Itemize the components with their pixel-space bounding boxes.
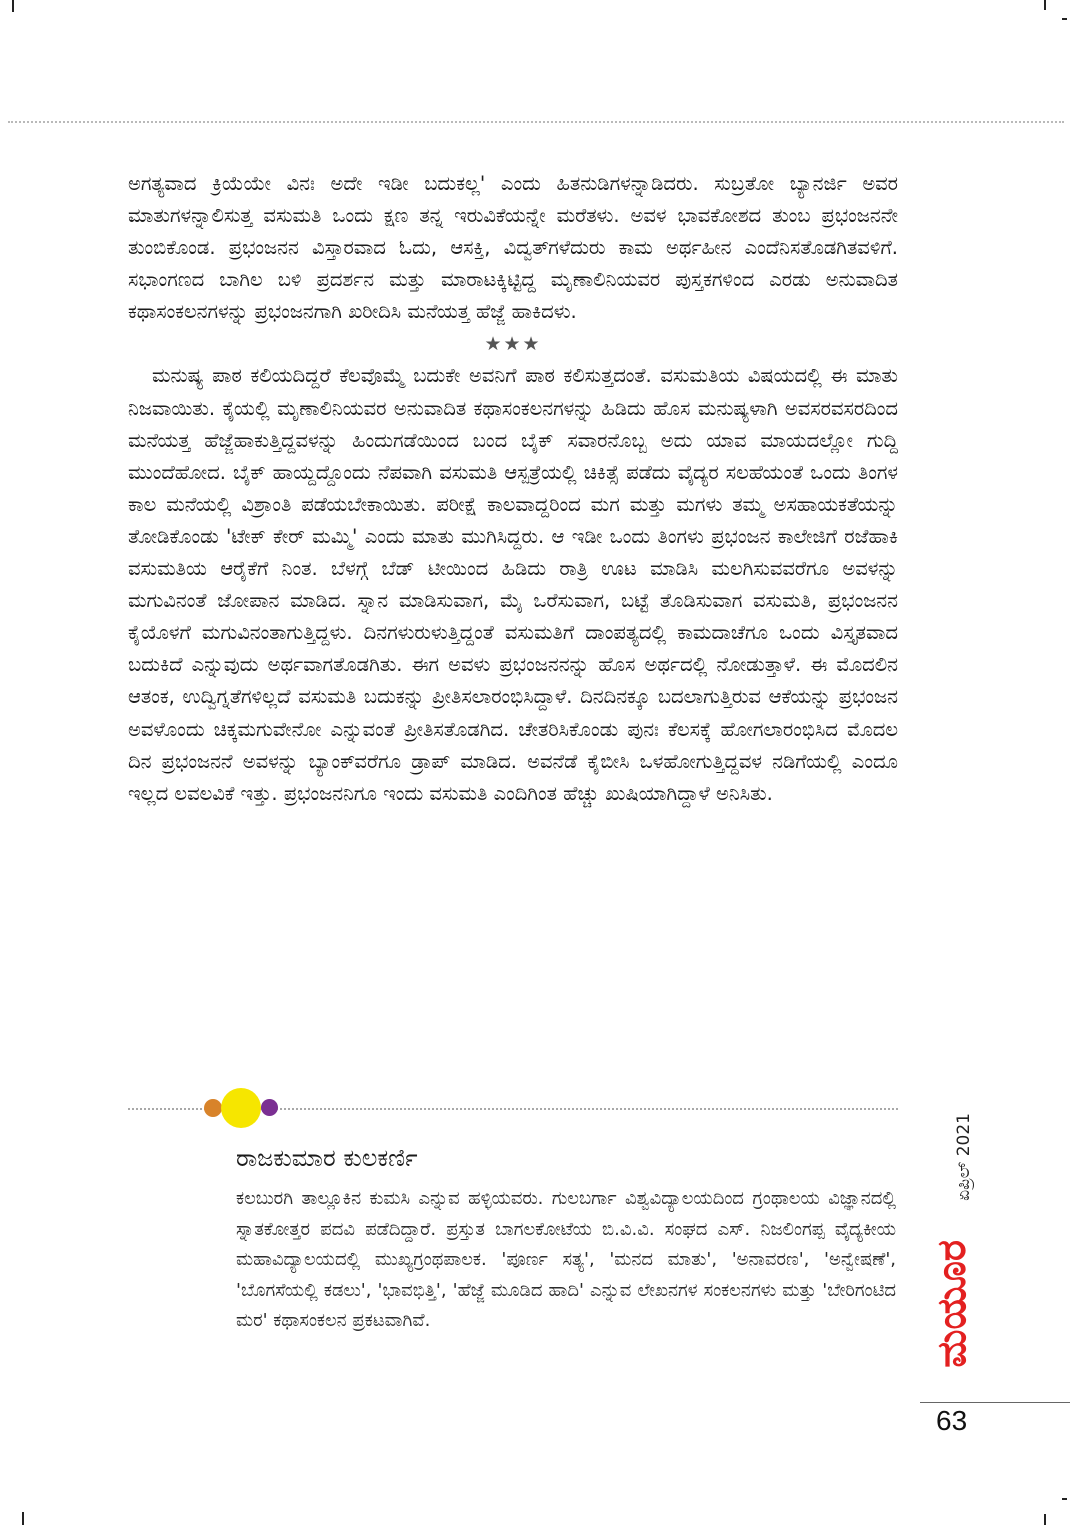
issue-date: ಏಪ್ರಿಲ್ 2021 (954, 1113, 974, 1201)
article-paragraph-1: ಅಗತ್ಯವಾದ ಕ್ರಿಯೆಯೇ ವಿನಃ ಅದೇ ಇಡೀ ಬದುಕಲ್ಲ' ಎಂದು ಹಿತನುಡಿಗಳನ್ನಾಡಿದರು. ಸುಬ್ರತೋ ಬ್ಯಾನರ್ಜಿ ಅವರ ಮಾತುಗಳನ್ನಾಲಿಸುತ್ತ ವಸುಮತಿ ಒಂದು ಕ್ಷಣ ತನ್ನ ಇರುವಿಕೆಯನ್ನೇ ಮರೆತಳು. ಅವಳ ಭಾವಕೋಶದ ತುಂಬ ಪ್ರಭಂಜನನೇ ತುಂಬಿಕೊಂಡ. ಪ್ರಭಂಜನನ ವಿಸ್ತಾರವಾದ ಓದು, ಆಸಕ್ತಿ, ವಿದ್ವತ್‍ಗಳೆದುರು ಕಾಮ ಅರ್ಥಹೀನ ಎಂದೆನಿಸತೊಡಗಿತವಳಿಗೆ. ಸಭಾಂಗಣದ ಬಾಗಿಲ ಬಳಿ ಪ್ರದರ್ಶನ ಮತ್ತು ಮಾರಾಟಕ್ಕಿಟ್ಟಿದ್ದ ಮೃಣಾಲಿನಿಯವರ ಪುಸ್ತಕಗಳಿಂದ ಎರಡು ಅನುವಾದಿತ ಕಥಾಸಂಕಲನಗಳನ್ನು ಪ್ರಭಂಜನಗಾಗಿ ಖರೀದಿಸಿ ಮನೆಯತ್ತ ಹೆಜ್ಜೆ ಹಾಕಿದಳು. (128, 172, 898, 324)
section-separator: ★★★ (484, 333, 542, 356)
decorative-yellow-dot (221, 1088, 261, 1128)
decorative-purple-dot (261, 1099, 278, 1116)
article-body (128, 168, 898, 810)
page-number: 63 (936, 1405, 968, 1436)
author-bio: ಕಲಬುರಗಿ ತಾಲ್ಲೂಕಿನ ಕುಮಸಿ ಎನ್ನುವ ಹಳ್ಳಿಯವರು. ಗುಲಬರ್ಗಾ ವಿಶ್ವವಿದ್ಯಾಲಯದಿಂದ ಗ್ರಂಥಾಲಯ ವಿಜ್ಞಾನದಲ್ಲಿ ಸ್ನಾತಕೋತ್ತರ ಪದವಿ ಪಡೆದಿದ್ದಾರೆ. ಪ್ರಸ್ತುತ ಬಾಗಲಕೋಟೆಯ ಬಿ.ವಿ.ವಿ. ಸಂಘದ ಎಸ್. ನಿಜಲಿಂಗಪ್ಪ ವೈದ್ಯಕೀಯ ಮಹಾವಿದ್ಯಾಲಯದಲ್ಲಿ ಮುಖ್ಯಗ್ರಂಥಪಾಲಕ. 'ಪೂರ್ಣ ಸತ್ಯ', 'ಮನದ ಮಾತು', 'ಅನಾವರಣ', 'ಅನ್ವೇಷಣೆ', 'ಬೊಗಸೆಯಲ್ಲಿ ಕಡಲು', 'ಭಾವಭಿತ್ತಿ', 'ಹೆಜ್ಜೆ ಮೂಡಿದ ಹಾದಿ' ಎನ್ನುವ ಲೇಖನಗಳ ಸಂಕಲನಗಳು ಮತ್ತು 'ಬೇರಿಗಂಟಿದ ಮರ' ಕಥಾಸಂಕಲನ ಪ್ರಕಟವಾಗಿವೆ. (236, 1188, 896, 1331)
decorative-orange-dot (204, 1099, 222, 1117)
crop-mark-top-right-v (1044, 0, 1046, 10)
crop-mark-bottom-right-h (1062, 1498, 1067, 1500)
page-number-rule (920, 1402, 1070, 1403)
crop-mark-bottom-right-v (1044, 1514, 1046, 1525)
crop-mark-top-left (12, 0, 14, 12)
crop-mark-top-right-h (1062, 18, 1067, 20)
crop-mark-bottom-left (22, 1512, 24, 1525)
author-name: ರಾಜಕುಮಾರ ಕುಲಕರ್ಣಿ (236, 1144, 418, 1172)
magazine-logo: ಮಯೂರ (929, 1240, 975, 1368)
article-paragraph-2: ಮನುಷ್ಯ ಪಾಠ ಕಲಿಯದಿದ್ದರೆ ಕೆಲವೊಮ್ಮೆ ಬದುಕೇ ಅವನಿಗೆ ಪಾಠ ಕಲಿಸುತ್ತದಂತೆ. ವಸುಮತಿಯ ವಿಷಯದಲ್ಲಿ ಈ ಮಾತು ನಿಜವಾಯಿತು. ಕೈಯಲ್ಲಿ ಮೃಣಾಲಿನಿಯವರ ಅನುವಾದಿತ ಕಥಾಸಂಕಲನಗಳನ್ನು ಹಿಡಿದು ಹೊಸ ಮನುಷ್ಯಳಾಗಿ ಅವಸರವಸರದಿಂದ ಮನೆಯತ್ತ ಹೆಜ್ಜೆಹಾಕುತ್ತಿದ್ದವಳನ್ನು ಹಿಂದುಗಡೆಯಿಂದ ಬಂದ ಬೈಕ್ ಸವಾರನೊಬ್ಬ ಅದು ಯಾವ ಮಾಯದಲ್ಲೋ ಗುದ್ದಿ ಮುಂದೆಹೋದ. ಬೈಕ್ ಹಾಯ್ದದ್ದೊಂದು ನೆಪವಾಗಿ ವಸುಮತಿ ಆಸ್ಪತ್ರೆಯಲ್ಲಿ ಚಿಕಿತ್ಸೆ ಪಡೆದು ವೈದ್ಯರ ಸಲಹೆಯಂತೆ ಒಂದು ತಿಂಗಳ ಕಾಲ ಮನೆಯಲ್ಲಿ ವಿಶ್ರಾಂತಿ ಪಡೆಯಬೇಕಾಯಿತು. ಪರೀಕ್ಷೆ ಕಾಲವಾದ್ದರಿಂದ ಮಗ ಮತ್ತು ಮಗಳು ತಮ್ಮ ಅಸಹಾಯಕತೆಯನ್ನು ತೋಡಿಕೊಂಡು 'ಟೇಕ್ ಕೇರ್ ಮಮ್ಮಿ' ಎಂದು ಮಾತು ಮುಗಿಸಿದ್ದರು. ಆ ಇಡೀ ಒಂದು ತಿಂಗಳು ಪ್ರಭಂಜನ ಕಾಲೇಜಿಗೆ ರಜೆಹಾಕಿ ವಸುಮತಿಯ ಆರೈಕೆಗೆ ನಿಂತ. ಬೆಳಗ್ಗೆ ಬೆಡ್ ಟೀಯಿಂದ ಹಿಡಿದು ರಾತ್ರಿ ಊಟ ಮಾಡಿಸಿ ಮಲಗಿಸುವವರೆಗೂ ಅವಳನ್ನು ಮಗುವಿನಂತೆ ಜೋಪಾನ ಮಾಡಿದ. ಸ್ನಾನ ಮಾಡಿಸುವಾಗ, ಮೈ ಒರೆಸುವಾಗ, ಬಟ್ಟೆ ತೊಡಿಸುವಾಗ ವಸುಮತಿ, ಪ್ರಭಂಜನನ ಕೈಯೊಳಗೆ ಮಗುವಿನಂತಾಗುತ್ತಿದ್ದಳು. ದಿನಗಳುರುಳುತ್ತಿದ್ದಂತೆ ವಸುಮತಿಗೆ ದಾಂಪತ್ಯದಲ್ಲಿ ಕಾಮದಾಚೆಗೂ ಒಂದು ವಿಸ್ತೃತವಾದ ಬದುಕಿದೆ ಎನ್ನುವುದು ಅರ್ಥವಾಗತೊಡಗಿತು. ಈಗ ಅವಳು ಪ್ರಭಂಜನನನ್ನು ಹೊಸ ಅರ್ಥದಲ್ಲಿ ನೋಡುತ್ತಾಳೆ. ಈ ಮೊದಲಿನ ಆತಂಕ, ಉದ್ವಿಗ್ನತೆಗಳಿಲ್ಲದೆ ವಸುಮತಿ ಬದುಕನ್ನು ಪ್ರೀತಿಸಲಾರಂಭಿಸಿದ್ದಾಳೆ. ದಿನದಿನಕ್ಕೂ ಬದಲಾಗುತ್ತಿರುವ ಆಕೆಯನ್ನು ಪ್ರಭಂಜನ ಅವಳೊಂದು ಚಿಕ್ಕಮಗುವೇನೋ ಎನ್ನುವಂತೆ ಪ್ರೀತಿಸತೊಡಗಿದ. ಚೇತರಿಸಿಕೊಂಡು ಪುನಃ ಕೆಲಸಕ್ಕೆ ಹೋಗಲಾರಂಭಿಸಿದ ಮೊದಲ ದಿನ ಪ್ರಭಂಜನನೆ ಅವಳನ್ನು ಬ್ಯಾಂಕ್‍ವರೆಗೂ ಡ್ರಾಪ್ ಮಾಡಿದ. ಅವನೆಡೆ ಕೈಬೀಸಿ ಒಳಹೋಗುತ್ತಿದ್ದವಳ ನಡಿಗೆಯಲ್ಲಿ ಎಂದೂ ಇಲ್ಲದ ಲವಲವಿಕೆ ಇತ್ತು. ಪ್ರಭಂಜನನಿಗೂ ಇಂದು ವಸುಮತಿ ಎಂದಿಗಿಂತ ಹೆಚ್ಚು ಖುಷಿಯಾಗಿದ್ದಾಳೆ ಅನಿಸಿತು. (128, 364, 898, 805)
top-dotted-rule (8, 121, 1064, 123)
